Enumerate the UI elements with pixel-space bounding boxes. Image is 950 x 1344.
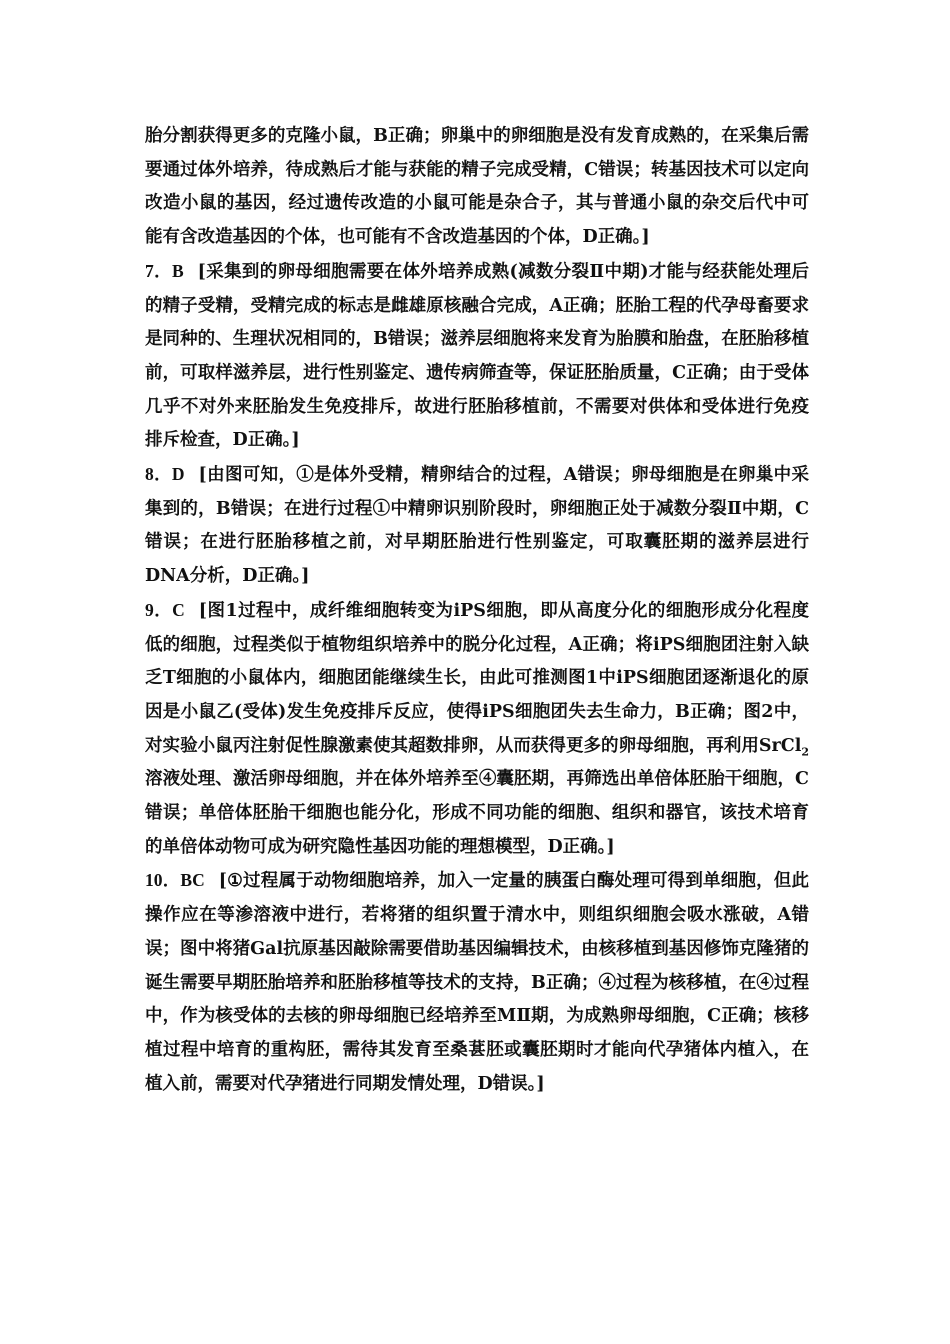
paragraph-continuation [145, 120, 809, 255]
paragraph-question-10 [145, 864, 809, 1101]
paragraph-question-9 [145, 594, 809, 865]
answer-explanations [145, 120, 809, 1101]
question-number: 7． [145, 260, 172, 281]
paragraph-text: [采集到的卵母细胞需要在体外培养成熟(减数分裂Ⅱ中期)才能与经获能处理后的精子受精，受精完成的标志是雌雄原核融合完成，A正确；胚胎工程的代孕母畜要求是同种的、生理状况相同的，B错误；滋养层细胞将来发育为胎膜和胎盘，在胚胎移植前，可取样滋养层，进行性别鉴定、遗传病筛查等，保证胚胎质量，C正确；由于受体几乎不对外来胚胎发生免疫排斥，故进行胚胎移植前，不需要对供体和受体进行免疫排斥检查，D正确。] [145, 261, 810, 451]
answer-letter: C [172, 599, 185, 620]
chemical-subscript: 2 [801, 745, 809, 759]
paragraph-text: 胎分割获得更多的克隆小鼠，B正确；卵巢中的卵细胞是没有发育成熟的，在采集后需要通过体外培养，待成熟后才能与获能的精子完成受精，C错误；转基因技术可以定向改造小鼠的基因，经过遗传改造的小鼠可能是杂合子，其与普通小鼠的杂交后代中可能有含改造基因的个体，也可能有不含改造基因的个体，D正确。] [145, 126, 809, 248]
answer-letter: B [171, 260, 184, 281]
paragraph-text-part-1: [图1过程中，成纤维细胞转变为iPS细胞，即从高度分化的细胞形成分化程度低的细胞，过程类似于植物组织培养中的脱分化过程，A正确；将iPS细胞团注射入缺乏T细胞的小鼠体内，细胞团能继续生长，由此可推测图1中iPS细胞团逐渐退化的原因是小鼠乙(受体)发生免疫排斥反应，使得iPS细胞团失去生命力，B正确；图2中，对实验小鼠丙注射促性腺激素使其超数排卵，从而获得更多的卵母细胞，再利用SrCl [145, 600, 810, 756]
answer-letter: BC [180, 870, 205, 891]
paragraph-text-part-2: 溶液处理、激活卵母细胞，并在体外培养至④囊胚期，再筛选出单倍体胚胎干细胞，C错误；单倍体胚胎干细胞也能分化，形成不同功能的细胞、组织和器官，该技术培育的单倍体动物可成为研究隐性基因功能的理想模型，D正确。] [145, 769, 809, 857]
question-number: 9． [145, 599, 173, 620]
answer-letter: D [171, 464, 185, 485]
paragraph-text: [由图可知，①是体外受精，精卵结合的过程，A错误；卵母细胞是在卵巢中采集到的，B错误；在进行过程①中精卵识别阶段时，卵细胞正处于减数分裂Ⅱ中期，C错误；在进行胚胎移植之前，对早期胚胎进行性别鉴定，可取囊胚期的滋养层进行DNA分析，D正确。] [145, 465, 809, 587]
question-number: 10． [145, 870, 181, 891]
paragraph-text: [①过程属于动物细胞培养，加入一定量的胰蛋白酶处理可得到单细胞，但此操作应在等渗溶液中进行，若将猪的组织置于清水中，则组织细胞会吸水涨破，A错误；图中将猪Gal抗原基因敲除需要借助基因编辑技术，由核移植到基因修饰克隆猪的诞生需要早期胚胎培养和胚胎移植等技术的支持，B正确；④过程为核移植，在④过程中，作为核受体的去核的卵母细胞已经培养至MⅡ期，为成熟卵母细胞，C正确；核移植过程中培育的重构胚，需待其发育至桑葚胚或囊胚期时才能向代孕猪体内植入，在植入前，需要对代孕猪进行同期发情处理，D错误。] [145, 871, 810, 1094]
paragraph-question-8 [145, 458, 809, 594]
question-number: 8． [145, 464, 172, 485]
paragraph-question-7 [145, 255, 809, 458]
